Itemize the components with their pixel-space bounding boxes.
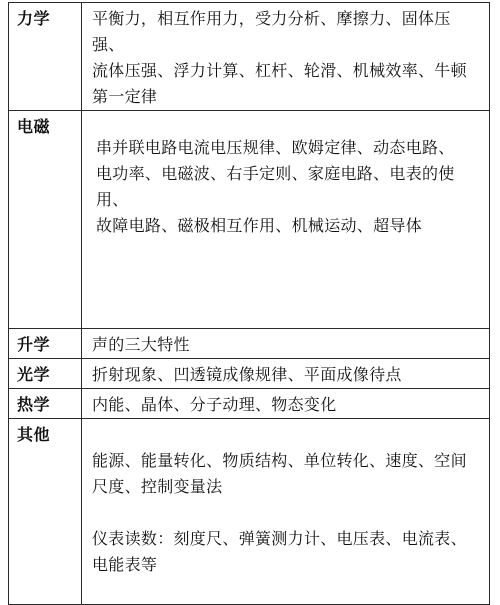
- table-row: [9, 419, 490, 605]
- table-row: [9, 329, 490, 359]
- content-cell: 平衡力，相互作用力，受力分析、摩擦力、固体压强、 流体压强、浮力计算、杠杆、轮滑、机械效率、牛顿 第一定律: [82, 3, 490, 111]
- content-cell: 串并联电路电流电压规律、欧姆定律、动态电路、 电功率、电磁波、右手定则、家庭电路、电表的使用、 故障电路、磁极相互作用、机械运动、超导体: [82, 111, 490, 329]
- content-cell: 折射现象、凹透镜成像规律、平面成像待点: [82, 359, 490, 389]
- category-cell: 光学: [9, 359, 82, 389]
- table-row: [9, 389, 490, 419]
- table-row: [9, 359, 490, 389]
- content-paragraph: 能源、能量转化、物质结构、单位转化、速度、空间 尺度、控制变量法: [92, 451, 467, 496]
- category-cell: 升学: [9, 329, 82, 359]
- knowledge-table: [8, 2, 490, 605]
- category-cell: 其他: [9, 419, 82, 605]
- content-paragraph: 仪表读数：刻度尺、弹簧测力计、电压表、电流表、 电能表等: [92, 529, 467, 574]
- content-cell: 声的三大特性: [82, 329, 490, 359]
- table-row: [9, 111, 490, 329]
- category-cell: 力学: [9, 3, 82, 111]
- content-cell: [82, 419, 490, 605]
- table-row: [9, 3, 490, 111]
- category-cell: 电磁: [9, 111, 82, 329]
- category-cell: 热学: [9, 389, 82, 419]
- content-cell: 内能、晶体、分子动理、物态变化: [82, 389, 490, 419]
